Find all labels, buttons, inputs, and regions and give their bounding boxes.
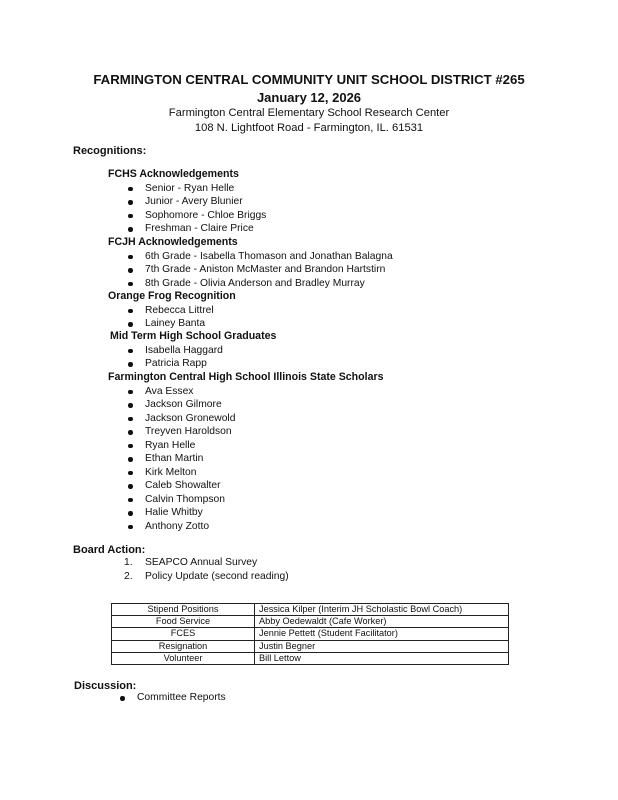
group-title: Orange Frog Recognition xyxy=(108,290,236,302)
list-item: Ava Essex xyxy=(108,385,383,399)
list-item: Freshman - Claire Price xyxy=(108,222,266,236)
personnel-table xyxy=(111,603,509,665)
table-row xyxy=(112,616,509,628)
list-item: Halie Whitby xyxy=(108,506,383,520)
list-item: Treyven Haroldson xyxy=(108,425,383,439)
discussion-list xyxy=(100,691,226,705)
recognition-group-fchs xyxy=(108,168,266,236)
list-item: Ethan Martin xyxy=(108,452,383,466)
position-cell: Food Service xyxy=(112,616,255,628)
agenda-header xyxy=(0,72,618,136)
recognition-group-fcjh xyxy=(108,236,393,290)
position-cell: Resignation xyxy=(112,640,255,652)
item-number: 1. xyxy=(124,557,133,568)
item-text: SEAPCO Annual Survey xyxy=(145,557,258,568)
group-title: Mid Term High School Graduates xyxy=(110,330,277,342)
name-cell: Jessica Kilper (Interim JH Scholastic Bowl Coach) xyxy=(255,604,509,616)
group-title: FCHS Acknowledgements xyxy=(108,168,239,180)
list-item: Senior - Ryan Helle xyxy=(108,182,266,196)
list-item: 7th Grade - Aniston McMaster and Brandon Hartstirn xyxy=(108,263,393,277)
name-cell: Jennie Pettett (Student Facilitator) xyxy=(255,628,509,640)
table-row xyxy=(112,652,509,664)
meeting-date: January 12, 2026 xyxy=(256,90,362,105)
list-item: 6th Grade - Isabella Thomason and Jonathan Balagna xyxy=(108,250,393,264)
position-cell: FCES xyxy=(112,628,255,640)
item-text: Policy Update (second reading) xyxy=(145,570,289,582)
list-item: Junior - Avery Blunier xyxy=(108,195,266,209)
district-title: FARMINGTON CENTRAL COMMUNITY UNIT SCHOOL DISTRICT #265 xyxy=(93,72,525,87)
list-item: Isabella Haggard xyxy=(108,344,276,358)
list-item: Jackson Gronewold xyxy=(108,412,383,426)
recognitions-heading: Recognitions: xyxy=(73,145,147,157)
list-item xyxy=(124,570,289,584)
item-number: 2. xyxy=(124,570,133,582)
list-item: Patricia Rapp xyxy=(108,357,276,371)
list-item: Lainey Banta xyxy=(108,317,236,331)
discussion-heading: Discussion: xyxy=(74,680,137,692)
position-cell: Volunteer xyxy=(112,652,255,664)
list-item: Kirk Melton xyxy=(108,466,383,480)
list-item: Rebecca Littrel xyxy=(108,304,236,318)
list-item: Caleb Showalter xyxy=(108,479,383,493)
name-cell: Justin Begner xyxy=(255,640,509,652)
name-cell: Abby Oedewaldt (Cafe Worker) xyxy=(255,616,509,628)
list-item: Ryan Helle xyxy=(108,439,383,453)
recognition-group-state-scholars xyxy=(108,371,383,533)
position-cell: Stipend Positions xyxy=(112,604,255,616)
list-item: 8th Grade - Olivia Anderson and Bradley Murray xyxy=(108,277,393,291)
list-item: Anthony Zotto xyxy=(108,520,383,534)
table-row xyxy=(112,640,509,652)
table-row xyxy=(112,628,509,640)
list-item: Jackson Gilmore xyxy=(108,398,383,412)
meeting-address: 108 N. Lightfoot Road - Farmington, IL. 61531 xyxy=(194,122,424,134)
list-item: Sophomore - Chloe Briggs xyxy=(108,209,266,223)
board-action-heading: Board Action: xyxy=(73,544,146,556)
recognition-group-orange-frog xyxy=(108,290,236,331)
list-item: Calvin Thompson xyxy=(108,493,383,507)
meeting-location: Farmington Central Elementary School Research Center xyxy=(168,107,450,119)
group-title: FCJH Acknowledgements xyxy=(108,236,238,248)
recognition-group-mid-term xyxy=(110,330,276,371)
table-row xyxy=(112,604,509,616)
group-title: Farmington Central High School Illinois State Scholars xyxy=(108,371,384,383)
list-item: Committee Reports xyxy=(100,691,226,705)
board-action-list xyxy=(124,556,289,583)
name-cell: Bill Lettow xyxy=(255,652,509,664)
list-item xyxy=(124,556,289,570)
